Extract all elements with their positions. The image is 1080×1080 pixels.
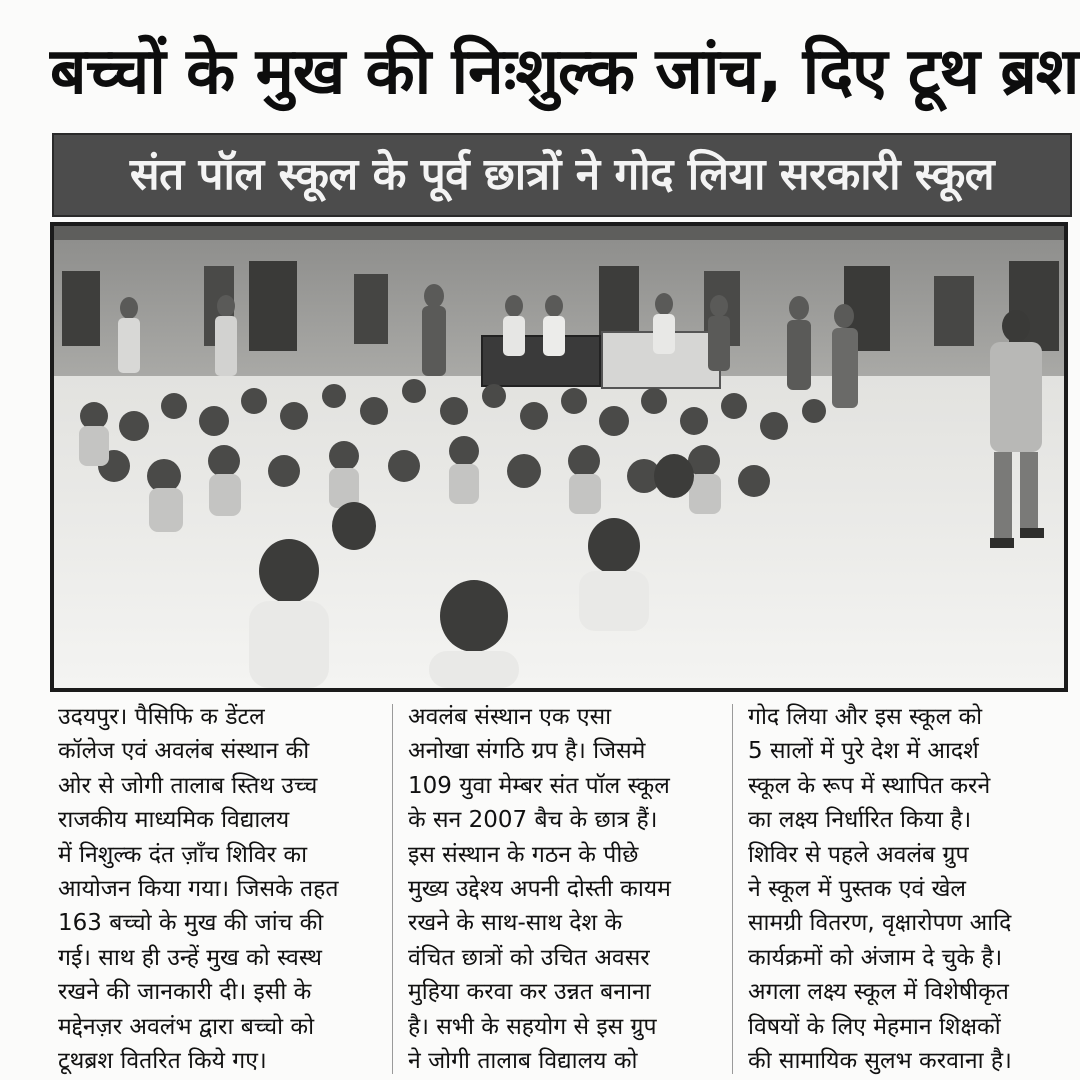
article-line: टूथब्रश वितरित किये गए।: [58, 1048, 267, 1075]
headline: बच्चों के मुख की निःशुल्क जांच, दिए टूथ ब्रश: [50, 35, 1079, 109]
article-line: गोद लिया और इस स्कूल को: [748, 704, 983, 730]
article-line: रखने के साथ-साथ देश के: [408, 910, 623, 937]
column-divider: [392, 704, 393, 1074]
article-line: अनोखा संगठि ग्रप है। जिसमे: [408, 738, 646, 765]
article-line: मुख्य उद्देश्य अपनी दोस्ती कायम: [408, 876, 671, 903]
subheadline: संत पॉल स्कूल के पूर्व छात्रों ने गोद लिया सरकारी स्कूल: [129, 149, 995, 200]
article-line: है। सभी के सहयोग से इस ग्रुप: [408, 1013, 657, 1040]
article-line: राजकीय माध्यमिक विद्यालय: [58, 807, 290, 834]
article-line: ने स्कूल में पुस्तक एवं खेल: [748, 876, 966, 903]
article-line: के सन 2007 बैच के छात्र हैं।: [408, 807, 658, 834]
subheadline-band: [52, 133, 1072, 217]
article-line: 5 सालों में पुरे देश में आदर्श: [748, 738, 979, 765]
article-line: मुहिया करवा कर उन्नत बनाना: [408, 979, 651, 1006]
article-line: मद्देनज़र अवलंभ द्वारा बच्चो को: [58, 1013, 315, 1040]
article-column-3: [748, 700, 1074, 1080]
article-column-2: [408, 700, 718, 1080]
article-line: वंचित छात्रों को उचित अवसर: [408, 944, 650, 971]
article-line: कॉलेज एवं अवलंब संस्थान की: [58, 738, 310, 765]
article-line: कार्यक्रमों को अंजाम दे चुके है।: [748, 944, 1003, 971]
article-line: शिविर से पहले अवलंब ग्रुप: [748, 841, 969, 868]
article-line: अगला लक्ष्य स्कूल में विशेषीकृत: [748, 979, 1009, 1006]
article-line: उदयपुर। पैसिफि क डेंटल: [58, 704, 265, 730]
article-line: इस संस्थान के गठन के पीछे: [408, 841, 639, 868]
column-divider: [732, 704, 733, 1074]
article-line: स्कूल के रूप में स्थापित करने: [748, 772, 991, 799]
article-line: ने जोगी तालाब विद्यालय को: [408, 1048, 638, 1075]
event-photo-illustration: [54, 226, 1064, 688]
article-line: की सामायिक सुलभ करवाना है।: [748, 1048, 1012, 1075]
article-line: आयोजन किया गया। जिसके तहत: [58, 876, 339, 903]
article-line: गई। साथ ही उन्हें मुख को स्वस्थ: [58, 944, 322, 971]
article-line: 109 युवा मेम्बर संत पॉल स्कूल: [408, 772, 670, 799]
article-line: सामग्री वितरण, वृक्षारोपण आदि: [748, 910, 1012, 937]
article-line: रखने की जानकारी दी। इसी के: [58, 979, 312, 1006]
article-line: का लक्ष्य निर्धारित किया है।: [748, 807, 972, 834]
event-photo: [50, 222, 1068, 692]
article-line: अवलंब संस्थान एक एसा: [408, 704, 612, 730]
article-line: विषयों के लिए मेहमान शिक्षकों: [748, 1013, 1001, 1040]
article-line: में निशुल्क दंत ज़ाँच शिविर का: [58, 841, 308, 868]
article-line: 163 बच्चो के मुख की जांच की: [58, 910, 324, 937]
article-column-1: [58, 700, 370, 1080]
article-line: ओर से जोगी तालाब स्तिथ उच्च: [58, 772, 318, 799]
